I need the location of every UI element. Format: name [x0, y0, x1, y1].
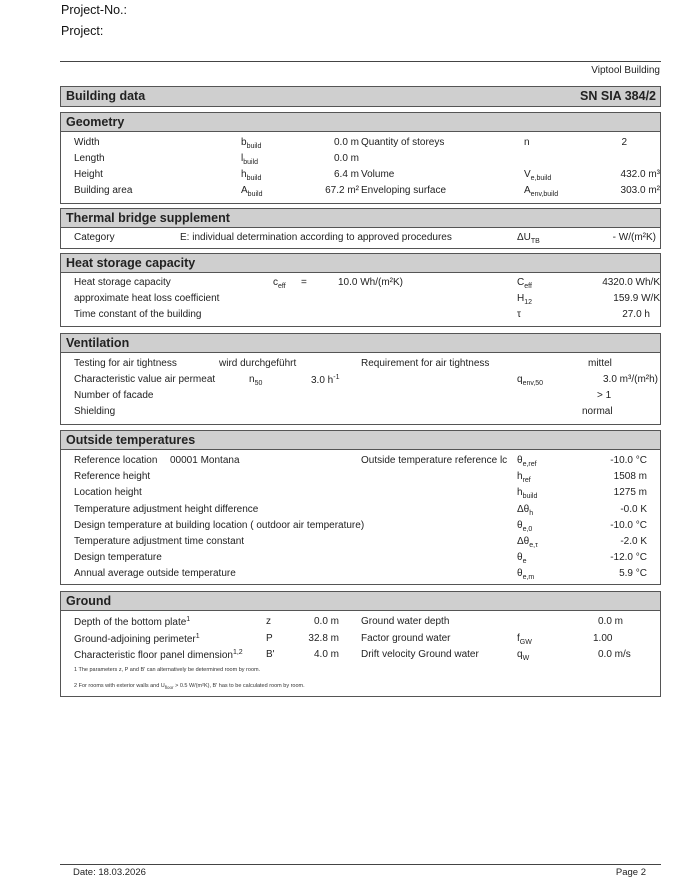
- ground-symbol: B': [266, 649, 275, 660]
- outside-temp-symbol: $\theta_{e,m}$: [517, 568, 535, 582]
- standard-label: SN SIA 384/2: [580, 89, 656, 103]
- outside-temp-label: Location height: [74, 487, 142, 499]
- heat-loss-label: approximate heat loss coefficient: [74, 293, 220, 304]
- ground-right-label: Drift velocity Ground water: [361, 649, 479, 660]
- air-permeability-label: Characteristic value air permeat: [74, 374, 216, 385]
- outside-temps-header: [60, 430, 661, 450]
- facade-value: > 1: [597, 390, 612, 401]
- geometry-right-value: 303.0 m²: [620, 185, 660, 196]
- capacity-label: Heat storage capacity: [74, 277, 171, 288]
- ventilation-title: Ventilation: [66, 336, 130, 350]
- ground-symbol: z: [266, 616, 271, 627]
- geometry-value: 0.0 m: [333, 153, 359, 164]
- n50-symbol: $n_{50}$: [249, 374, 263, 387]
- Ceff-symbol: $C_{eff}$: [517, 277, 532, 290]
- header-divider: [60, 61, 661, 62]
- Ceff-value: 4320.0 Wh/K: [602, 277, 660, 288]
- ground-right-value: 1.00: [593, 632, 613, 644]
- outside-temp-label: Temperature adjustment time constant: [74, 536, 245, 547]
- ground-title: Ground: [66, 594, 112, 608]
- outside-temp-label: Temperature adjustment height difference: [74, 503, 259, 515]
- category-label: Category: [74, 232, 115, 243]
- geometry-right-symbol: n: [524, 137, 530, 148]
- project-label: Project:: [61, 24, 104, 38]
- ground-header: [60, 591, 661, 611]
- H12-symbol: $H_{12}$: [517, 293, 533, 306]
- reference-location-value: 00001 Montana: [170, 455, 240, 466]
- outside-temp-value: 1508 m: [613, 471, 647, 483]
- outside-temp-label: Design temperature at building location ( outdoor air temperature): [74, 519, 365, 531]
- outside-temp-symbol: $h_{build}$: [517, 487, 538, 501]
- geometry-label: Width: [74, 137, 100, 148]
- geometry-label: Length: [74, 153, 105, 164]
- outside-temp-value: 5.9 °C: [619, 568, 647, 580]
- geometry-right-label: Volume: [361, 169, 395, 180]
- geometry-right-symbol: $V_{e,build}$: [524, 169, 552, 182]
- outside-temp-symbol: $h_{ref}$: [517, 471, 531, 485]
- geometry-title: Geometry: [66, 115, 125, 129]
- tau-value: 27.0 h: [622, 309, 650, 320]
- tau-symbol: τ: [517, 309, 521, 320]
- outside-temp-symbol: $\theta_e$: [517, 552, 527, 566]
- reference-location-label: Reference location: [74, 455, 158, 466]
- air-tightness-req-value: mittel: [588, 358, 612, 369]
- equals-sign: =: [301, 277, 307, 288]
- footer-divider: [60, 864, 661, 865]
- qenv50-value: 3.0 m³/(m²h): [603, 374, 658, 385]
- geometry-symbol: $A_{build}$: [241, 185, 263, 198]
- thermal-bridge-title: Thermal bridge supplement: [66, 211, 230, 225]
- ceff-symbol: $c_{eff}$: [273, 277, 286, 290]
- facade-label: Number of facade: [74, 390, 154, 401]
- ground-value: 0.0 m: [313, 616, 339, 627]
- air-tightness-test-label: Testing for air tightness: [74, 358, 177, 369]
- outside-temp-value: -10.0 °C: [610, 455, 647, 466]
- outside-temp-ref-label: Outside temperature reference lc: [361, 455, 508, 466]
- geometry-right-label: Quantity of storeys: [361, 137, 445, 148]
- ground-right-value: 0.0 m: [598, 616, 624, 627]
- outside-temp-label: Design temperature: [74, 552, 162, 564]
- ground-symbol: P: [266, 632, 273, 644]
- geometry-label: Building area: [74, 185, 133, 196]
- utb-value: - W/(m²K): [612, 232, 656, 243]
- footnote-2: 2 For rooms with exterior walls and $U_{floor} > 0.5$ W/(m²K), B' has to be calculated room by room.: [74, 683, 305, 690]
- footer-date: Date: 18.03.2026: [73, 867, 146, 878]
- outside-temps-section: [60, 449, 661, 585]
- category-value: E: individual determination according to approved procedures: [180, 232, 452, 243]
- outside-temp-label: Annual average outside temperature: [74, 568, 236, 580]
- geometry-right-symbol: $A_{env,build}$: [524, 185, 559, 198]
- shielding-label: Shielding: [74, 406, 116, 417]
- outside-temp-symbol: $\theta_{e,0}$: [517, 519, 533, 533]
- geometry-right-label: Enveloping surface: [361, 185, 447, 196]
- utb-symbol: $\Delta U_{TB}$: [517, 232, 540, 245]
- outside-temp-label: Reference height: [74, 471, 151, 483]
- air-tightness-req-label: Requirement for air tightness: [361, 358, 490, 369]
- geometry-symbol: $l_{build}$: [241, 153, 259, 166]
- ventilation-header: [60, 333, 661, 353]
- ground-right-label: Factor ground water: [361, 632, 451, 644]
- outside-temp-value: -2.0 K: [620, 536, 647, 547]
- ground-label: Depth of the bottom plate$^1$: [74, 616, 191, 628]
- footnote-1: 1 The parameters z, P and B' can alternatively be determined room by room.: [74, 667, 261, 673]
- outside-temp-symbol: $\theta_{e,ref}$: [517, 455, 537, 468]
- time-constant-label: Time constant of the building: [74, 309, 202, 320]
- geometry-symbol: $b_{build}$: [241, 137, 262, 150]
- ground-label: Ground-adjoining perimeter$^1$: [74, 632, 200, 645]
- geometry-right-value: 432.0 m³: [620, 169, 660, 180]
- shielding-value: normal: [582, 406, 613, 417]
- geometry-header: [60, 112, 661, 132]
- geometry-right-value: 2: [621, 137, 627, 148]
- geometry-value: 6.4 m: [333, 169, 359, 180]
- building-data-title: Building data: [66, 89, 146, 103]
- thermal-bridge-header: [60, 208, 661, 228]
- building-data-header: [60, 86, 661, 107]
- ground-right-value: 0.0 m/s: [598, 649, 631, 660]
- ground-value: 32.8 m: [308, 632, 339, 644]
- geometry-value: 67.2 m²: [325, 185, 359, 196]
- footer-page: Page 2: [615, 867, 646, 878]
- geometry-value: 0.0 m: [333, 137, 359, 148]
- app-name: Viptool Building: [591, 65, 660, 76]
- heat-storage-title: Heat storage capacity: [66, 256, 196, 270]
- n50-value: 3.0 $h^{-1}$: [311, 374, 340, 386]
- ground-right-symbol: $f_{GW}$: [517, 632, 532, 646]
- outside-temp-symbol: $\Delta\theta_{e,\tau}$: [517, 536, 538, 549]
- ceff-value: 10.0 Wh/(m²K): [338, 277, 404, 288]
- geometry-label: Height: [74, 169, 103, 180]
- outside-temp-value: -12.0 °C: [610, 552, 647, 564]
- outside-temp-value: -0.0 K: [620, 503, 647, 515]
- H12-value: 159.9 W/K: [613, 293, 660, 304]
- project-no-label: Project-No.:: [61, 3, 127, 17]
- outside-temp-value: 1275 m: [613, 487, 647, 499]
- ground-value: 4.0 m: [313, 649, 339, 660]
- heat-storage-header: [60, 253, 661, 273]
- qenv50-symbol: $q_{env,50}$: [517, 374, 544, 387]
- geometry-symbol: $h_{build}$: [241, 169, 262, 182]
- outside-temp-value: -10.0 °C: [610, 519, 647, 531]
- outside-temp-symbol: $\Delta\theta_h$: [517, 503, 534, 517]
- ground-label: Characteristic floor panel dimension$^{1,2}$: [74, 649, 243, 661]
- ground-right-label: Ground water depth: [361, 616, 450, 627]
- air-tightness-test-value: wird durchgeführt: [219, 358, 297, 369]
- ground-right-symbol: $q_W$: [517, 649, 530, 662]
- outside-temps-title: Outside temperatures: [66, 433, 196, 447]
